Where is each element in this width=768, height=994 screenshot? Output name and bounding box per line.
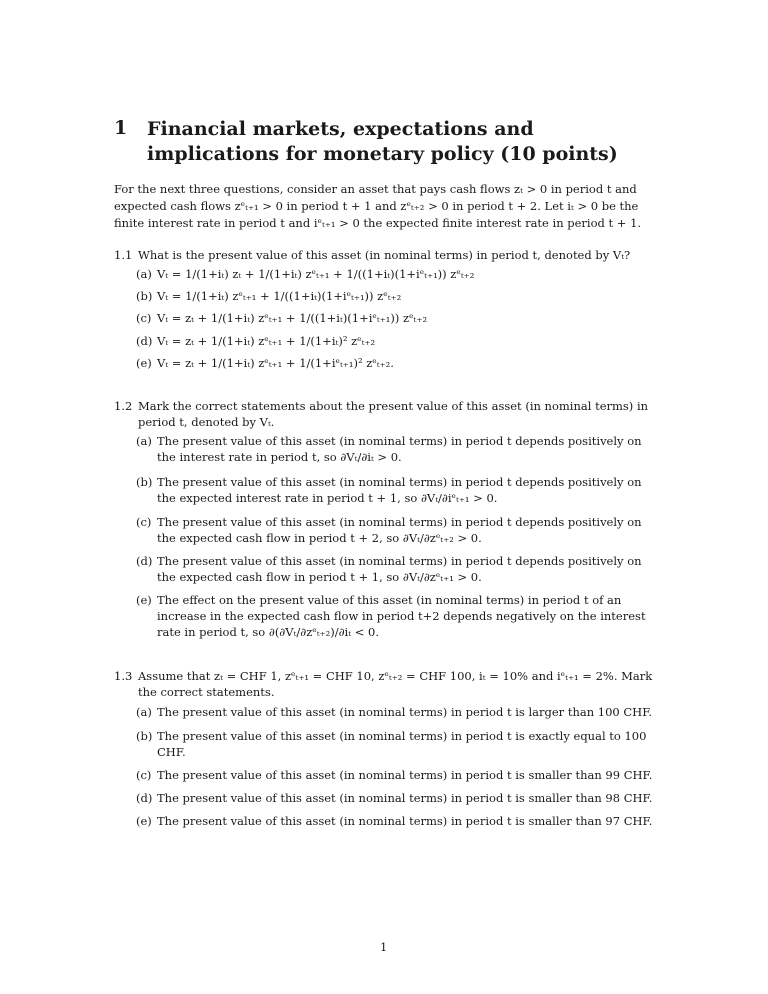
option-formula: Vₜ = zₜ + 1/(1+iₜ) zᵉₜ₊₁ + 1/(1+iₜ)² zᵉₜ₊₂ <box>157 334 376 348</box>
option-label: (b) <box>136 729 153 743</box>
option-formula: Vₜ = zₜ + 1/(1+iₜ) zᵉₜ₊₁ + 1/((1+iₜ)(1+iᵉₜ₊₁)) zᵉₜ₊₂ <box>157 311 428 325</box>
option-label: (d) <box>136 791 153 805</box>
question-number: 1.3 <box>114 669 133 683</box>
option-formula: Vₜ = zₜ + 1/(1+iₜ) zᵉₜ₊₁ + 1/(1+iᵉₜ₊₁)² zᵉₜ₊₂. <box>157 356 394 370</box>
option-text: The present value of this asset (in nominal terms) in period t depends positively on the expected cash flow in period t + 1, so ∂Vₜ/∂zᵉₜ₊₁ > 0. <box>157 554 642 584</box>
option-label: (a) <box>136 267 152 281</box>
question-number: 1.1 <box>114 248 133 262</box>
option-text: The present value of this asset (in nominal terms) in period t depends positively on the expected interest rate in period t + 1, so ∂Vₜ/∂iᵉₜ₊₁ > 0. <box>157 475 642 505</box>
question-text: Assume that zₜ = CHF 1, zᵉₜ₊₁ = CHF 10, zᵉₜ₊₂ = CHF 100, iₜ = 10% and iᵉₜ₊₁ = 2%. Mark the correct statements. <box>138 669 653 699</box>
option-label: (d) <box>136 554 153 568</box>
question-text: What is the present value of this asset (in nominal terms) in period t, denoted by Vₜ? <box>138 248 631 262</box>
page-number: 1 <box>380 940 388 954</box>
section-number: 1 <box>114 117 128 139</box>
option-formula: Vₜ = 1/(1+iₜ) zₜ + 1/(1+iₜ) zᵉₜ₊₁ + 1/((1+iₜ)(1+iᵉₜ₊₁)) zᵉₜ₊₂ <box>157 267 475 281</box>
option-label: (c) <box>136 768 152 782</box>
section-title: Financial markets, expectations and implications for monetary policy (10 points) <box>147 118 618 165</box>
option-label: (b) <box>136 289 153 303</box>
option-label: (c) <box>136 311 152 325</box>
option-formula: Vₜ = 1/(1+iₜ) zᵉₜ₊₁ + 1/((1+iₜ)(1+iᵉₜ₊₁)) zᵉₜ₊₂ <box>157 289 402 303</box>
option-label: (a) <box>136 705 152 719</box>
option-text: The present value of this asset (in nominal terms) in period t is larger than 100 CHF. <box>157 705 653 719</box>
option-label: (e) <box>136 593 152 607</box>
option-text: The present value of this asset (in nominal terms) in period t is smaller than 99 CHF. <box>157 768 653 782</box>
option-label: (b) <box>136 475 153 489</box>
option-text: The present value of this asset (in nominal terms) in period t is smaller than 98 CHF. <box>157 791 653 805</box>
option-label: (e) <box>136 814 152 828</box>
option-text: The present value of this asset (in nominal terms) in period t depends positively on the expected cash flow in period t + 2, so ∂Vₜ/∂zᵉₜ₊₂ > 0. <box>157 515 642 545</box>
option-text: The present value of this asset (in nominal terms) in period t is exactly equal to 100 CHF. <box>157 729 647 759</box>
option-text: The present value of this asset (in nominal terms) in period t is smaller than 97 CHF. <box>157 814 653 828</box>
option-text: The present value of this asset (in nominal terms) in period t depends positively on the interest rate in period t, so ∂Vₜ/∂iₜ > 0. <box>157 434 642 464</box>
option-label: (d) <box>136 334 153 348</box>
option-label: (e) <box>136 356 152 370</box>
intro-paragraph: For the next three questions, consider an asset that pays cash flows zₜ > 0 in period t and expected cash flows zᵉₜ₊₁ > 0 in period t + 1 and zᵉₜ₊₂ > 0 in period t + 2. Let iₜ > 0 be the finite interest rate in period t and iᵉₜ₊₁ > 0 the expected finite interest rate in period t + 1. <box>114 182 642 230</box>
option-label: (a) <box>136 434 152 448</box>
question-text: Mark the correct statements about the present value of this asset (in nominal terms) in period t, denoted by Vₜ. <box>138 399 649 429</box>
option-label: (c) <box>136 515 152 529</box>
option-text: The effect on the present value of this asset (in nominal terms) in period t of an increase in the expected cash flow in period t+2 depends negatively on the interest rate in period t, so ∂(∂Vₜ/∂zᵉₜ₊₂)/∂iₜ < 0. <box>157 593 646 639</box>
question-number: 1.2 <box>114 399 133 413</box>
